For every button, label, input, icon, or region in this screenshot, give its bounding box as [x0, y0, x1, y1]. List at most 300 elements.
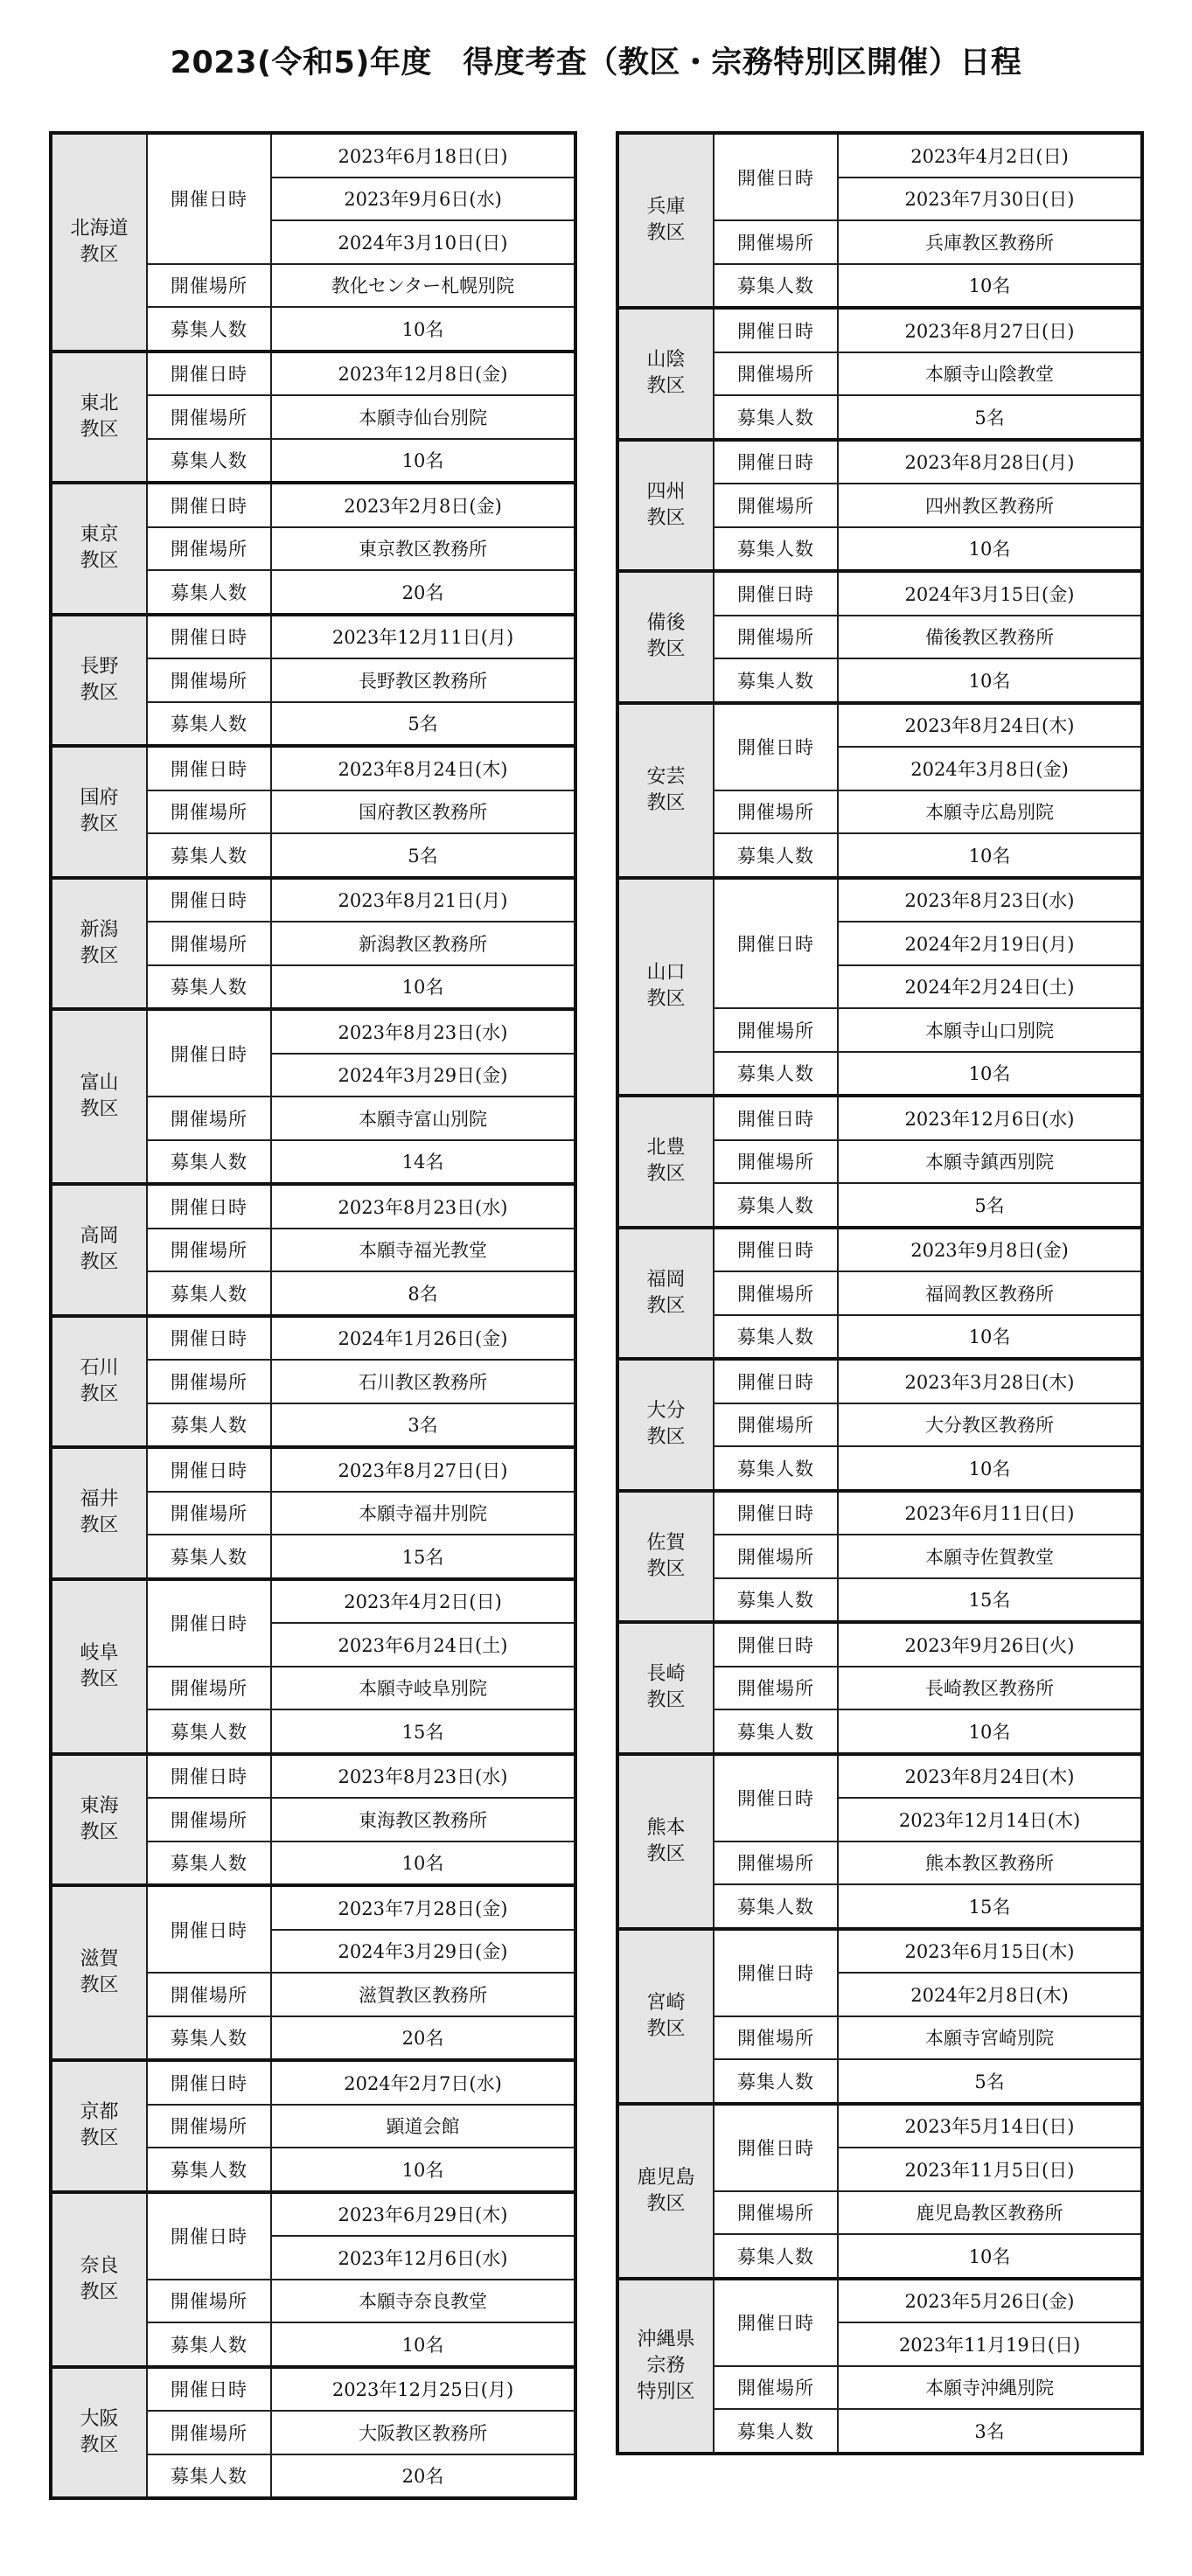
- page-title: 2023(令和5)年度 得度考査（教区・宗務特別区開催）日程: [170, 45, 1022, 80]
- place-value: 本願寺岐阜別院: [271, 1667, 575, 1710]
- district-name: [617, 308, 714, 440]
- capacity-value: 10名: [838, 527, 1142, 572]
- place-value: 備後教区教務所: [838, 616, 1142, 659]
- field-label-dates: 開催日時: [714, 1096, 838, 1140]
- district-group: [51, 483, 575, 527]
- field-label-capacity: 募集人数: [147, 2016, 271, 2061]
- field-label-dates: 開催日時: [714, 703, 838, 790]
- field-label-place: 開催場所: [714, 1140, 838, 1184]
- field-label-dates: 開催日時: [714, 1491, 838, 1535]
- district-name-line: 教区: [646, 791, 686, 814]
- field-label-place: 開催場所: [147, 264, 271, 308]
- district-name-line: 宗務: [646, 2354, 686, 2377]
- date-value: 2023年6月24日(土): [271, 1623, 575, 1667]
- district-name-line: 京都: [80, 2101, 119, 2124]
- district-name-line: 特別区: [637, 2380, 695, 2403]
- date-value: 2023年9月8日(金): [838, 1228, 1142, 1272]
- field-label-capacity: 募集人数: [147, 1140, 271, 1185]
- district-name-line: 教区: [80, 1514, 119, 1537]
- district-name: [51, 1579, 147, 1754]
- district-name-line: 教区: [646, 375, 686, 398]
- field-label-capacity: 募集人数: [714, 658, 838, 703]
- district-name-line: 教区: [80, 1382, 119, 1405]
- date-value: 2023年9月6日(水): [271, 178, 575, 221]
- field-label-place: 開催場所: [147, 2105, 271, 2148]
- field-label-capacity: 募集人数: [714, 1446, 838, 1491]
- capacity-value: 10名: [271, 1841, 575, 1886]
- district-name-line: 滋賀: [80, 1948, 119, 1970]
- district-name: [617, 1491, 714, 1623]
- place-value: 本願寺沖縄別院: [838, 2366, 1142, 2410]
- field-label-capacity: 募集人数: [147, 2454, 271, 2499]
- district-name-line: 鹿児島: [637, 2166, 695, 2189]
- place-value: 石川教区教務所: [271, 1360, 575, 1403]
- place-value: 本願寺福光教堂: [271, 1229, 575, 1272]
- district-name-line: 山口: [646, 962, 686, 985]
- field-label-place: 開催場所: [147, 2280, 271, 2323]
- field-label-place: 開催場所: [714, 1271, 838, 1315]
- field-label-place: 開催場所: [714, 790, 838, 834]
- capacity-value: 10名: [271, 965, 575, 1010]
- field-label-capacity: 募集人数: [714, 395, 838, 440]
- place-value: 鹿児島教区教務所: [838, 2191, 1142, 2235]
- district-group: [51, 1885, 575, 1930]
- field-label-place: 開催場所: [714, 2016, 838, 2060]
- district-name-line: 安芸: [646, 765, 686, 788]
- capacity-value: 10名: [838, 1052, 1142, 1097]
- district-name: [617, 1929, 714, 2104]
- field-label-place: 開催場所: [714, 1535, 838, 1578]
- district-group: [617, 1622, 1142, 1667]
- district-group: [51, 1754, 575, 1799]
- place-value: 兵庫教区教務所: [838, 220, 1142, 264]
- capacity-value: 10名: [838, 264, 1142, 309]
- field-label-place: 開催場所: [147, 395, 271, 439]
- field-label-capacity: 募集人数: [147, 570, 271, 615]
- district-name-line: 教区: [80, 944, 119, 967]
- district-name: [51, 2192, 147, 2367]
- field-label-dates: 開催日時: [147, 133, 271, 264]
- district-name-line: 教区: [80, 1098, 119, 1120]
- district-name-line: 岐阜: [80, 1641, 119, 1664]
- district-name-line: 教区: [646, 2192, 686, 2215]
- field-label-dates: 開催日時: [147, 1447, 271, 1492]
- district-group: [51, 1447, 575, 1492]
- field-label-capacity: 募集人数: [714, 264, 838, 309]
- district-name-line: 教区: [80, 418, 119, 441]
- capacity-value: 8名: [271, 1271, 575, 1316]
- field-label-dates: 開催日時: [147, 615, 271, 659]
- district-name-line: 教区: [80, 2280, 119, 2303]
- district-name-line: 福岡: [646, 1268, 686, 1291]
- field-label-dates: 開催日時: [714, 133, 838, 220]
- field-label-capacity: 募集人数: [147, 833, 271, 878]
- field-label-place: 開催場所: [147, 2411, 271, 2454]
- district-name-line: 教区: [646, 1426, 686, 1449]
- district-name: [51, 1316, 147, 1448]
- field-label-place: 開催場所: [147, 790, 271, 834]
- place-value: 本願寺山口別院: [838, 1008, 1142, 1052]
- district-name-line: 教区: [80, 2127, 119, 2150]
- district-name: [51, 1009, 147, 1184]
- date-value: 2024年2月19日(月): [838, 922, 1142, 965]
- place-value: 本願寺広島別院: [838, 790, 1142, 834]
- field-label-place: 開催場所: [147, 1360, 271, 1403]
- district-name-line: 沖縄県: [637, 2328, 695, 2350]
- field-label-dates: 開催日時: [147, 1009, 271, 1097]
- district-group: [617, 703, 1142, 748]
- district-name-line: 教区: [80, 1251, 119, 1274]
- date-value: 2023年6月18日(日): [271, 133, 575, 178]
- district-name: [617, 2104, 714, 2279]
- date-value: 2023年4月2日(日): [271, 1579, 575, 1624]
- district-group: [51, 615, 575, 659]
- field-label-dates: 開催日時: [714, 308, 838, 352]
- district-name-line: 富山: [80, 1072, 119, 1094]
- district-name-line: 東海: [80, 1794, 119, 1817]
- capacity-value: 3名: [271, 1403, 575, 1448]
- district-name-line: 長野: [80, 655, 119, 678]
- district-group: [51, 878, 575, 922]
- district-name-line: 教区: [80, 243, 119, 266]
- place-value: 新潟教区教務所: [271, 922, 575, 965]
- date-value: 2023年12月11日(月): [271, 615, 575, 659]
- field-label-capacity: 募集人数: [714, 833, 838, 878]
- date-value: 2023年12月6日(水): [838, 1096, 1142, 1140]
- district-name: [51, 1447, 147, 1579]
- field-label-dates: 開催日時: [714, 1622, 838, 1667]
- district-name-line: 教区: [646, 1557, 686, 1580]
- place-value: 長野教区教務所: [271, 658, 575, 702]
- district-name: [617, 1228, 714, 1360]
- district-name-line: 教区: [646, 988, 686, 1011]
- field-label-capacity: 募集人数: [714, 1709, 838, 1754]
- district-name: [51, 746, 147, 878]
- capacity-value: 14名: [271, 1140, 575, 1185]
- field-label-capacity: 募集人数: [714, 1315, 838, 1360]
- district-name-line: 教区: [646, 1689, 686, 1712]
- district-name-line: 新潟: [80, 918, 119, 941]
- date-value: 2024年2月7日(水): [271, 2060, 575, 2105]
- date-value: 2023年11月19日(日): [838, 2322, 1142, 2366]
- district-name-line: 四州: [646, 480, 686, 503]
- capacity-value: 20名: [271, 2016, 575, 2061]
- place-value: 滋賀教区教務所: [271, 1973, 575, 2016]
- district-name-line: 教区: [80, 1974, 119, 1996]
- district-name: [617, 571, 714, 703]
- field-label-place: 開催場所: [147, 1097, 271, 1140]
- place-value: 本願寺仙台別院: [271, 395, 575, 439]
- district-name: [617, 1096, 714, 1228]
- district-group: [51, 746, 575, 790]
- capacity-value: 10名: [838, 2234, 1142, 2279]
- field-label-place: 開催場所: [714, 616, 838, 659]
- date-value: 2023年5月14日(日): [838, 2104, 1142, 2148]
- district-name-line: 東北: [80, 392, 119, 414]
- field-label-dates: 開催日時: [147, 1885, 271, 1973]
- district-group: [51, 1009, 575, 1054]
- place-value: 本願寺奈良教堂: [271, 2280, 575, 2323]
- field-label-capacity: 募集人数: [714, 1183, 838, 1228]
- field-label-place: 開催場所: [147, 1798, 271, 1841]
- field-label-dates: 開催日時: [714, 440, 838, 484]
- place-value: 本願寺鎮西別院: [838, 1140, 1142, 1184]
- district-name-line: 教区: [80, 1667, 119, 1690]
- field-label-capacity: 募集人数: [147, 1403, 271, 1448]
- capacity-value: 5名: [838, 2059, 1142, 2104]
- field-label-dates: 開催日時: [147, 1316, 271, 1361]
- district-group: [51, 352, 575, 396]
- field-label-dates: 開催日時: [147, 1184, 271, 1229]
- field-label-dates: 開催日時: [714, 2104, 838, 2191]
- district-name-line: 教区: [646, 2017, 686, 2040]
- district-name-line: 教区: [80, 681, 119, 704]
- district-name-line: 教区: [646, 1294, 686, 1317]
- district-name: [617, 133, 714, 308]
- date-value: 2023年8月24日(木): [838, 1754, 1142, 1799]
- field-label-place: 開催場所: [714, 352, 838, 396]
- date-value: 2023年12月8日(金): [271, 352, 575, 396]
- district-group: [51, 1184, 575, 1229]
- field-label-capacity: 募集人数: [147, 1535, 271, 1579]
- date-value: 2023年4月2日(日): [838, 133, 1142, 178]
- date-value: 2023年8月24日(木): [271, 746, 575, 790]
- district-group: [51, 2192, 575, 2237]
- date-value: 2024年3月29日(金): [271, 1054, 575, 1097]
- district-name-line: 教区: [80, 550, 119, 573]
- capacity-value: 15名: [838, 1578, 1142, 1623]
- field-label-place: 開催場所: [147, 1667, 271, 1710]
- field-label-place: 開催場所: [147, 658, 271, 702]
- district-name: [51, 2367, 147, 2499]
- district-name-line: 教区: [80, 2433, 119, 2456]
- district-group: [51, 1316, 575, 1361]
- district-name: [51, 133, 147, 352]
- capacity-value: 15名: [271, 1709, 575, 1754]
- district-name-line: 山陰: [646, 349, 686, 372]
- district-name-line: 高岡: [80, 1225, 119, 1248]
- field-label-place: 開催場所: [714, 2191, 838, 2235]
- field-label-capacity: 募集人数: [714, 2409, 838, 2454]
- district-name: [51, 1754, 147, 1886]
- date-value: 2023年8月23日(水): [838, 878, 1142, 922]
- district-group: [617, 1096, 1142, 1140]
- capacity-value: 10名: [271, 2148, 575, 2192]
- date-value: 2023年2月8日(金): [271, 483, 575, 527]
- date-value: 2023年8月23日(水): [271, 1184, 575, 1229]
- field-label-dates: 開催日時: [714, 1228, 838, 1272]
- district-name-line: 宮崎: [646, 1991, 686, 2014]
- field-label-place: 開催場所: [147, 1973, 271, 2016]
- district-name: [51, 2060, 147, 2192]
- date-value: 2023年12月14日(木): [838, 1798, 1142, 1841]
- date-value: 2023年6月11日(日): [838, 1491, 1142, 1535]
- district-group: [51, 1579, 575, 1624]
- field-label-capacity: 募集人数: [714, 1052, 838, 1097]
- date-value: 2023年3月28日(木): [838, 1359, 1142, 1403]
- district-name: [51, 1885, 147, 2060]
- district-group: [617, 1754, 1142, 1799]
- date-value: 2023年8月21日(月): [271, 878, 575, 922]
- field-label-dates: 開催日時: [714, 1929, 838, 2016]
- field-label-capacity: 募集人数: [147, 307, 271, 352]
- field-label-dates: 開催日時: [147, 878, 271, 922]
- district-name: [617, 1359, 714, 1491]
- date-value: 2023年8月27日(日): [838, 308, 1142, 352]
- capacity-value: 15名: [838, 1884, 1142, 1929]
- district-name-line: 大阪: [80, 2407, 119, 2430]
- district-name-line: 教区: [646, 1163, 686, 1186]
- field-label-place: 開催場所: [714, 1841, 838, 1885]
- date-value: 2023年8月28日(月): [838, 440, 1142, 484]
- field-label-capacity: 募集人数: [147, 965, 271, 1010]
- field-label-dates: 開催日時: [147, 2060, 271, 2105]
- district-group: [617, 2104, 1142, 2148]
- field-label-place: 開催場所: [147, 527, 271, 571]
- district-group: [617, 1491, 1142, 1535]
- field-label-capacity: 募集人数: [714, 1578, 838, 1623]
- date-value: 2024年3月29日(金): [271, 1930, 575, 1974]
- district-name: [617, 1622, 714, 1754]
- district-name-line: 東京: [80, 524, 119, 547]
- district-name: [617, 440, 714, 572]
- date-value: 2023年12月25日(月): [271, 2367, 575, 2412]
- place-value: 大分教区教務所: [838, 1403, 1142, 1447]
- field-label-capacity: 募集人数: [147, 1841, 271, 1886]
- capacity-value: 10名: [838, 833, 1142, 878]
- date-value: 2024年2月8日(木): [838, 1973, 1142, 2016]
- field-label-capacity: 募集人数: [147, 702, 271, 747]
- capacity-value: 10名: [838, 1709, 1142, 1754]
- field-label-capacity: 募集人数: [714, 1884, 838, 1929]
- field-label-dates: 開催日時: [714, 1754, 838, 1841]
- district-name-line: 教区: [80, 1821, 119, 1843]
- field-label-dates: 開催日時: [147, 2192, 271, 2280]
- field-label-place: 開催場所: [714, 220, 838, 264]
- field-label-dates: 開催日時: [714, 878, 838, 1009]
- district-name-line: 佐賀: [646, 1531, 686, 1554]
- place-value: 本願寺富山別院: [271, 1097, 575, 1140]
- capacity-value: 10名: [838, 1446, 1142, 1491]
- district-name-line: 北海道: [70, 217, 129, 240]
- district-name: [51, 483, 147, 615]
- district-group: [51, 133, 575, 178]
- field-label-place: 開催場所: [147, 922, 271, 965]
- date-value: 2023年12月6日(水): [271, 2236, 575, 2280]
- field-label-dates: 開催日時: [147, 746, 271, 790]
- capacity-value: 5名: [271, 833, 575, 878]
- district-group: [51, 2060, 575, 2105]
- place-value: 顕道会館: [271, 2105, 575, 2148]
- date-value: 2023年8月23日(水): [271, 1009, 575, 1054]
- district-name-line: 国府: [80, 787, 119, 810]
- district-name-line: 長崎: [646, 1663, 686, 1686]
- district-name-line: 兵庫: [646, 196, 686, 218]
- district-name-line: 奈良: [80, 2254, 119, 2277]
- place-value: 本願寺山陰教堂: [838, 352, 1142, 396]
- district-group: [51, 2367, 575, 2412]
- place-value: 本願寺福井別院: [271, 1492, 575, 1535]
- district-group: [617, 878, 1142, 922]
- field-label-capacity: 募集人数: [147, 1709, 271, 1754]
- field-label-place: 開催場所: [714, 1667, 838, 1710]
- capacity-value: 20名: [271, 570, 575, 615]
- capacity-value: 15名: [271, 1535, 575, 1579]
- field-label-dates: 開催日時: [147, 2367, 271, 2412]
- field-label-capacity: 募集人数: [147, 2148, 271, 2192]
- field-label-place: 開催場所: [714, 484, 838, 527]
- district-name-line: 熊本: [646, 1816, 686, 1839]
- district-name: [51, 1184, 147, 1316]
- district-group: [617, 2279, 1142, 2323]
- district-name-line: 教区: [646, 638, 686, 661]
- date-value: 2023年6月29日(木): [271, 2192, 575, 2237]
- place-value: 熊本教区教務所: [838, 1841, 1142, 1885]
- district-name: [617, 1754, 714, 1929]
- district-name: [617, 2279, 714, 2454]
- field-label-capacity: 募集人数: [147, 1271, 271, 1316]
- date-value: 2023年8月23日(水): [271, 1754, 575, 1799]
- date-value: 2024年3月15日(金): [838, 571, 1142, 616]
- district-group: [617, 308, 1142, 352]
- capacity-value: 10名: [271, 439, 575, 484]
- field-label-dates: 開催日時: [714, 2279, 838, 2366]
- district-name: [51, 878, 147, 1010]
- date-value: 2023年7月28日(金): [271, 1885, 575, 1930]
- district-group: [617, 1228, 1142, 1272]
- place-value: 本願寺宮崎別院: [838, 2016, 1142, 2060]
- district-name-line: 大分: [646, 1400, 686, 1423]
- field-label-place: 開催場所: [714, 1008, 838, 1052]
- district-name-line: 教区: [646, 506, 686, 529]
- date-value: 2023年11月5日(日): [838, 2148, 1142, 2191]
- district-name: [51, 352, 147, 484]
- place-value: 福岡教区教務所: [838, 1271, 1142, 1315]
- district-group: [617, 440, 1142, 484]
- schedule-table-right: [616, 131, 1144, 2455]
- place-value: 教化センター札幌別院: [271, 264, 575, 308]
- date-value: 2023年6月15日(木): [838, 1929, 1142, 1974]
- district-name: [617, 878, 714, 1097]
- date-value: 2024年2月24日(土): [838, 965, 1142, 1009]
- district-name-line: 備後: [646, 612, 686, 635]
- field-label-capacity: 募集人数: [147, 2322, 271, 2367]
- field-label-capacity: 募集人数: [714, 2234, 838, 2279]
- field-label-dates: 開催日時: [147, 483, 271, 527]
- field-label-dates: 開催日時: [714, 571, 838, 616]
- capacity-value: 20名: [271, 2454, 575, 2499]
- capacity-value: 5名: [838, 395, 1142, 440]
- capacity-value: 10名: [838, 1315, 1142, 1360]
- field-label-place: 開催場所: [714, 2366, 838, 2410]
- capacity-value: 10名: [838, 658, 1142, 703]
- date-value: 2024年3月10日(日): [271, 220, 575, 264]
- date-value: 2023年8月27日(日): [271, 1447, 575, 1492]
- field-label-dates: 開催日時: [147, 352, 271, 396]
- district-name: [617, 703, 714, 878]
- district-name-line: 教区: [646, 1842, 686, 1865]
- field-label-place: 開催場所: [147, 1229, 271, 1272]
- place-value: 長崎教区教務所: [838, 1667, 1142, 1710]
- capacity-value: 10名: [271, 2322, 575, 2367]
- capacity-value: 10名: [271, 307, 575, 352]
- date-value: 2024年1月26日(金): [271, 1316, 575, 1361]
- capacity-value: 3名: [838, 2409, 1142, 2454]
- district-group: [617, 1929, 1142, 1974]
- date-value: 2023年7月30日(日): [838, 178, 1142, 221]
- place-value: 東海教区教務所: [271, 1798, 575, 1841]
- district-name: [51, 615, 147, 747]
